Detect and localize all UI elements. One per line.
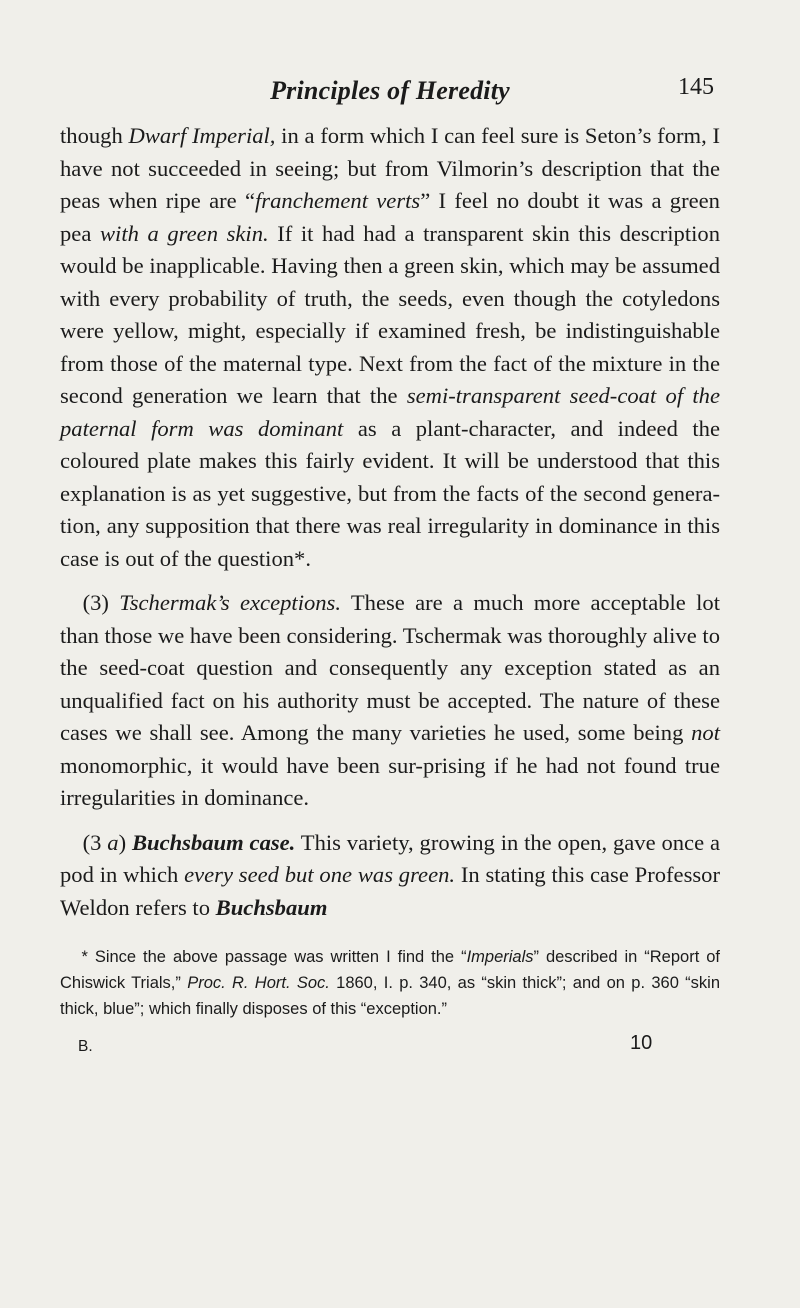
text-run: Proc. R. Hort. Soc. [187,974,330,992]
paragraph [60,120,720,575]
text-run: Buchsbaum case. [131,829,296,855]
page-header [60,70,720,114]
text-run: (3) [82,590,120,615]
text-run: ) [118,829,132,855]
paragraph [60,587,720,815]
text-run: This variety, growing in the open, gave once a pod in which [60,829,720,887]
text-run: though [60,123,129,148]
running-title: Principles of Heredity [270,76,510,105]
text-run: franchement verts [255,188,421,213]
footnote [60,944,720,1022]
text-run: In stating this case Professor Weldon refers to [60,862,720,920]
signature-mark: B. [78,1038,93,1055]
text-run: as a plant-character, and indeed the coloured plate makes this fairly evident. It will be understood that this explanation is as yet suggestive, but from the facts of the second genera-tion, any supposition that there was real irregularity in dominance in this case is out of the question*. [60,415,720,571]
text-run: * Since the above passage was written I find the “ [81,948,467,966]
page [60,70,720,1062]
text-run: Tschermak’s exceptions. [119,590,341,615]
text-run: every seed but one was green. [184,862,456,887]
signature-line [60,1032,720,1062]
text-run: ” described in “Report of Chiswick Trials,” [60,948,720,992]
text-run: in a form which I can feel sure is Seton’s form, I have not succeeded in seeing; but from Vilmorin’s description that the peas when ripe are “ [60,123,721,213]
footnote-text [60,944,720,1022]
text-run: Dwarf Imperial, [128,123,276,148]
text-run: 1860, I. p. 340, as “skin thick”; and on p. 360 “skin thick, blue”; which finally disposes of this “exception.” [60,974,720,1018]
body-text [60,120,720,924]
text-run: Imperials [466,948,534,966]
signature-number: 10 [630,1032,653,1054]
text-run: ” I feel no doubt it was a green pea [60,188,720,246]
text-run: a [107,829,119,855]
text-run: These are a much more acceptable lot than those we have been considering. Tschermak was thoroughly alive to the seed-coat question and consequently any exception stated as an unqualified fact on his authority must be accepted. The nature of these cases we shall see. Among the many varieties he used, some being [60,590,720,745]
text-run: not [691,720,720,745]
text-run: (3 [82,829,108,855]
page-number: 145 [678,74,714,100]
text-run: with a green skin. [99,220,269,246]
text-run: semi-transparent seed-coat of the paternal form was dominant [60,383,720,441]
text-run: If it had had a transparent skin this description would be inapplicable. Having then a green skin, which may be assumed with every probability of truth, the seeds, even though the cotyledons were yellow, might, especially if examined fresh, be indistinguishable from those of the maternal type. Next from the fact of the mixture in the second generation we learn that the [60,220,720,408]
paragraph [60,827,720,925]
text-run: Buchsbaum [215,894,328,920]
text-run: monomorphic, it would have been sur-prising if he had not found true irregularities in dominance. [60,752,720,810]
